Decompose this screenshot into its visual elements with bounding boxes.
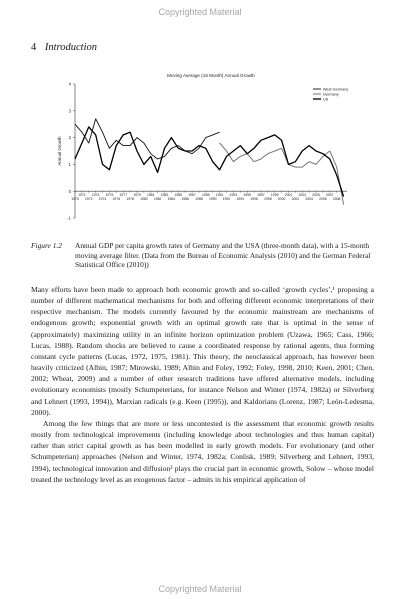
figure-label: Figure 1.2 [31,241,62,250]
y-tick-label: 4 [68,81,71,87]
x-tick-label: 2008 [332,197,341,202]
legend-entry: West Germany [323,87,349,92]
figure-chart [55,70,373,232]
x-tick-label: 1999 [270,193,279,198]
x-tick-label: 1992 [222,197,231,202]
legend-entry: Germany [323,92,339,97]
series-line-germany [220,143,344,205]
running-head [31,42,97,53]
paragraph: Among the few things that are more or less uncontested is the assessment that economic growth results mostly from technological improvements (including knowledge about technologies and thus human capital) rather than strict capital growth as has been modelled in early growth models. For evolutionary (and other Schumpeterian) approaches (Nelson and Winter, 1974, 1982a; Conlisk, 1989; Silverberg and Lehnert, 1993, 1994), technological innovation and diffusion² plays the crucial part in economic growth, Solow – whose model treated the technology level as an exogenous factor – admits in his empirical application of [31,418,374,484]
x-tick-label: 1972 [84,197,93,202]
x-tick-label: 1974 [98,197,107,202]
y-tick-label: 1 [68,162,71,167]
x-tick-label: 2006 [319,197,327,202]
watermark-bottom: Copyrighted Material [158,584,242,594]
x-tick-label: 2001 [284,193,293,198]
x-tick-label: 1973 [91,193,100,198]
y-tick-label: 2 [68,135,71,141]
y-tick-label: -1 [67,215,71,221]
x-tick-label: 2000 [277,197,286,202]
x-tick-label: 1988 [195,197,203,202]
x-tick-label: 1996 [250,197,258,202]
line-chart [55,70,373,232]
legend-entry: US [323,97,329,102]
x-tick-label: 1980 [140,197,148,202]
y-tick-label: 0 [68,188,71,194]
x-tick-label: 1977 [119,193,127,198]
x-tick-label: 2005 [312,193,320,198]
y-axis-label: Annual Growth [57,136,62,166]
x-tick-label: 1979 [133,193,141,198]
x-tick-label: 1990 [208,197,217,202]
figure-caption-text: Annual GDP per capita growth rates of Germany and the USA (three-month data), with a 15-month moving average filter. (Data from the Bureau of Economic Analysis (2010) and the German Federal Statistical Office (2010)) [75,241,371,270]
x-tick-label: 1994 [236,197,245,202]
figure-caption [31,241,373,270]
paragraph: Many efforts have been made to approach both economic growth and so-called ‘growth cycles’,¹ proposing a number of different mathematical mechanisms for both and offering different economic interpretations of their respective mechanism. The models currently favoured by the economic mainstream are mechanisms of endogenous growth; exponential growth with an optimal growth rate that is optimal in the sense of (approximately) maximizing utility in an infinite horizon optimization problem (Uzawa, 1965; Cass, 1966; Lucas, 1988). Random shocks are believed to cause a coordinated response by rational agents, thus forming constant cycle patterns (Lucas, 1972, 1975, 1981). This theory, the neoclassical approach, has however been heavily criticized (Albin, 1987; Mirowski, 1989; Albin and Foley, 1992; Foley, 1998, 2010; Keen, 2001; Chen, 2002; Wheat, 2009) and a number of other research traditions have offered alternative models, including evolutionary economists (mostly Schumpeterians, for instance Nelson and Winter (1974, 1982a) or Silverberg and Lehnert (1993, 1994)), Marxian radicals (e.g. Keen (1995)), and Kaldorians (Lorenz, 1987; León-Ledesma, 2000). [31,285,374,417]
x-tick-label: 1991 [215,193,224,198]
series-line-us [75,127,344,197]
x-tick-label: 1983 [160,193,169,198]
x-tick-label: 1984 [167,197,176,202]
x-tick-label: 1998 [264,197,272,202]
x-tick-label: 1989 [202,193,210,198]
x-tick-label: 1981 [146,193,155,198]
chart-title: Moving Average (15 Month) Annual Growth [167,73,255,78]
y-tick-label: 3 [68,108,71,114]
x-tick-label: 1978 [126,197,134,202]
x-tick-label: 2007 [326,193,334,198]
x-tick-label: 1995 [243,193,251,198]
x-tick-label: 1986 [181,197,189,202]
x-tick-label: 1993 [229,193,238,198]
x-tick-label: 2002 [291,197,300,202]
x-tick-label: 1975 [105,193,114,198]
x-tick-label: 1985 [174,193,183,198]
body-text [31,284,374,485]
watermark-top: Copyrighted Material [158,7,242,17]
x-tick-label: 1971 [78,193,86,198]
x-tick-label: 1970 [71,197,79,202]
x-tick-label: 2004 [305,197,313,202]
x-tick-label: 1987 [188,193,196,198]
x-tick-label: 1997 [257,193,265,198]
x-tick-label: 1976 [112,197,121,202]
x-tick-label: 1982 [153,197,162,202]
x-tick-label: 2003 [298,193,307,198]
page-number: 4 [31,42,37,53]
section-title: Introduction [44,42,97,53]
